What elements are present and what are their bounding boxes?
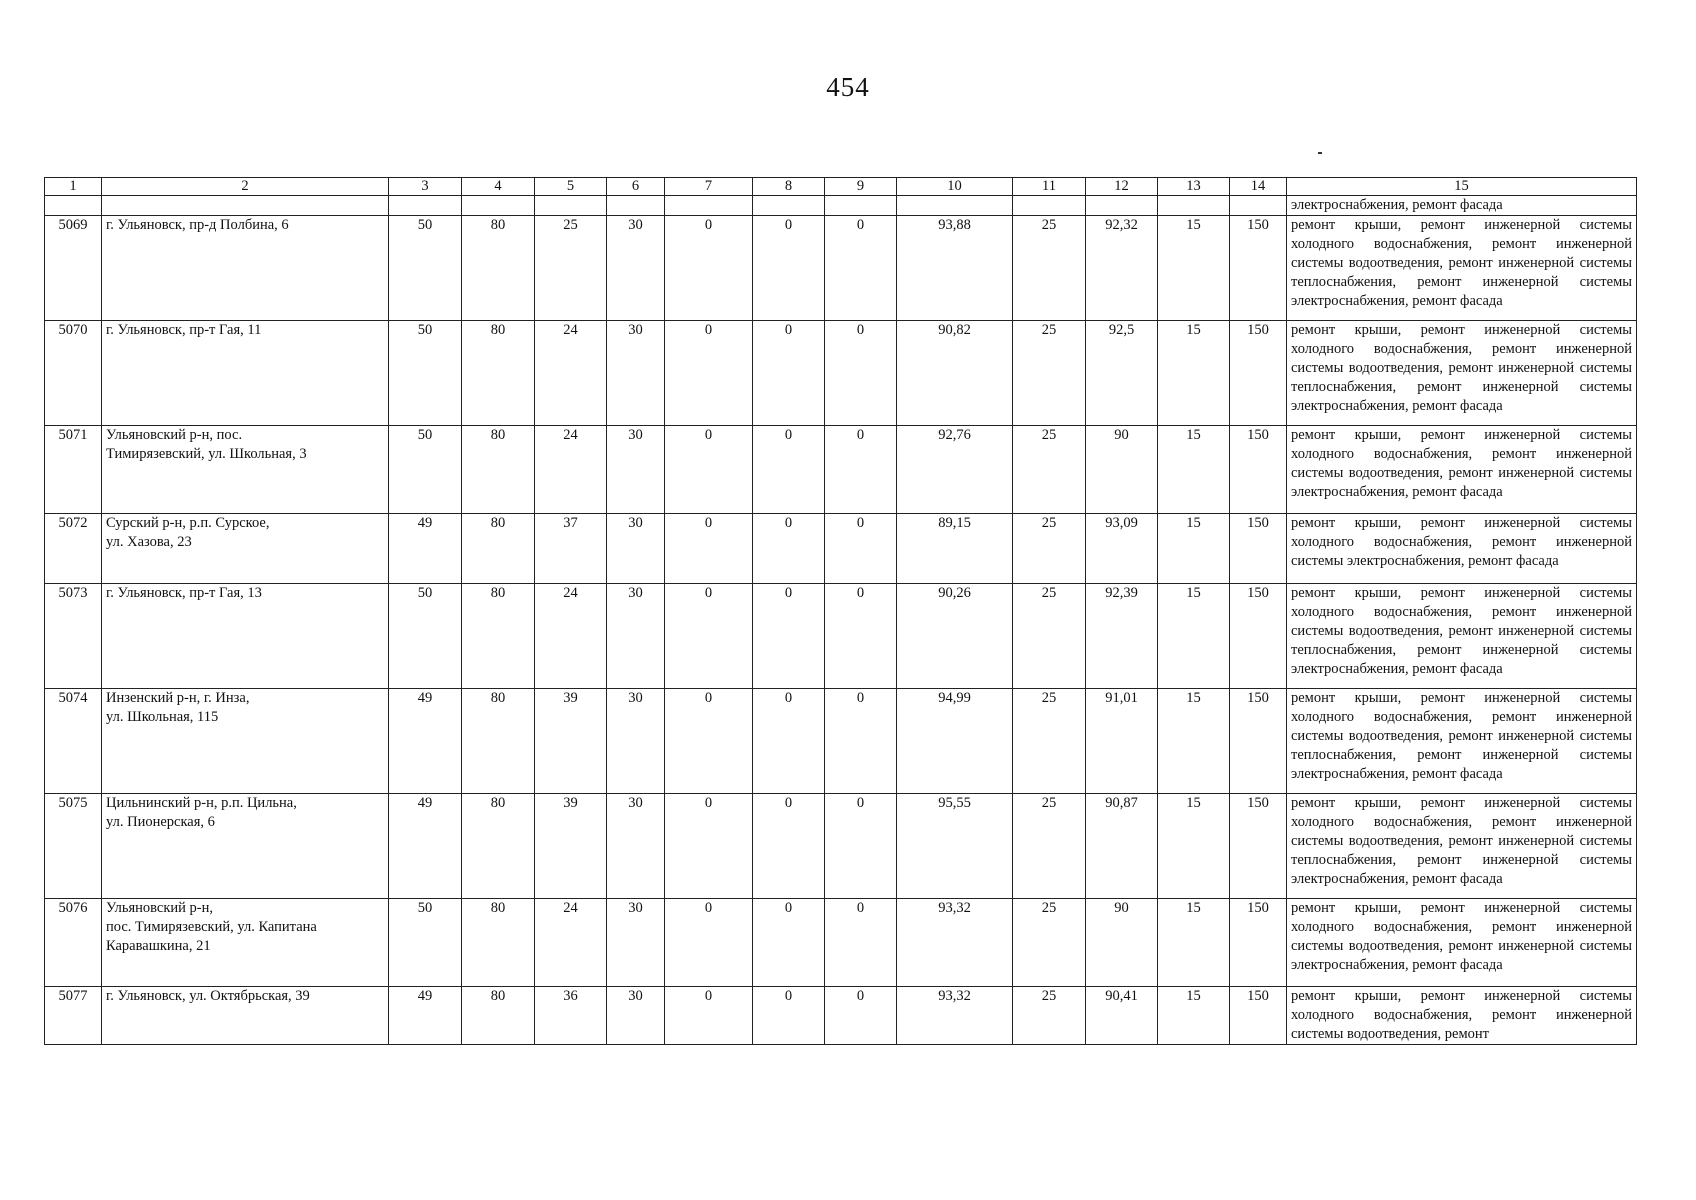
value-cell-c6: 30: [607, 794, 665, 899]
value-cell-c14: 150: [1230, 689, 1287, 794]
value-cell-c4: 80: [462, 987, 535, 1045]
value-cell-c7: 0: [665, 321, 753, 426]
value-cell-c10: 95,55: [897, 794, 1013, 899]
column-header-8: 8: [753, 178, 825, 196]
value-cell-c6: 30: [607, 987, 665, 1045]
value-cell-c9: 0: [825, 216, 897, 321]
works-cell: ремонт крыши, ремонт инженерной системы холодного водоснабжения, ремонт инженерной системы водоотведения, ремонт инженерной системы теплоснабжения, ремонт инженерной системы электроснабжения, ремонт фасада: [1287, 584, 1637, 689]
value-cell-c3: 50: [389, 321, 462, 426]
table-cell: [897, 196, 1013, 216]
value-cell-c11: 25: [1013, 426, 1086, 514]
value-cell-c11: 25: [1013, 514, 1086, 584]
value-cell-c5: 24: [535, 899, 607, 987]
column-header-4: 4: [462, 178, 535, 196]
table-row: [45, 584, 1637, 689]
column-header-10: 10: [897, 178, 1013, 196]
value-cell-c4: 80: [462, 514, 535, 584]
value-cell-c10: 90,26: [897, 584, 1013, 689]
value-cell-c4: 80: [462, 794, 535, 899]
value-cell-c11: 25: [1013, 584, 1086, 689]
column-header-2: 2: [102, 178, 389, 196]
value-cell-c11: 25: [1013, 689, 1086, 794]
row-id-cell: 5076: [45, 899, 102, 987]
value-cell-c13: 15: [1158, 794, 1230, 899]
value-cell-c11: 25: [1013, 987, 1086, 1045]
value-cell-c6: 30: [607, 321, 665, 426]
row-id-cell: 5077: [45, 987, 102, 1045]
value-cell-c12: 90: [1086, 899, 1158, 987]
value-cell-c6: 30: [607, 689, 665, 794]
continuation-works-cell: электроснабжения, ремонт фасада: [1287, 196, 1637, 216]
address-cell: Сурский р-н, р.п. Сурское, ул. Хазова, 23: [102, 514, 389, 584]
address-cell: Ульяновский р-н, пос. Тимирязевский, ул. Капитана Каравашкина, 21: [102, 899, 389, 987]
row-id-cell: 5069: [45, 216, 102, 321]
row-id-cell: 5075: [45, 794, 102, 899]
column-header-1: 1: [45, 178, 102, 196]
value-cell-c12: 93,09: [1086, 514, 1158, 584]
value-cell-c14: 150: [1230, 216, 1287, 321]
table-cell: [1086, 196, 1158, 216]
table-row: [45, 794, 1637, 899]
continuation-row: [45, 196, 1637, 216]
value-cell-c13: 15: [1158, 514, 1230, 584]
value-cell-c14: 150: [1230, 514, 1287, 584]
value-cell-c10: 92,76: [897, 426, 1013, 514]
table-row: [45, 514, 1637, 584]
value-cell-c3: 49: [389, 689, 462, 794]
value-cell-c8: 0: [753, 584, 825, 689]
value-cell-c14: 150: [1230, 321, 1287, 426]
value-cell-c10: 93,32: [897, 987, 1013, 1045]
table-row: [45, 689, 1637, 794]
value-cell-c6: 30: [607, 514, 665, 584]
value-cell-c11: 25: [1013, 321, 1086, 426]
value-cell-c6: 30: [607, 584, 665, 689]
value-cell-c7: 0: [665, 987, 753, 1045]
value-cell-c11: 25: [1013, 216, 1086, 321]
value-cell-c9: 0: [825, 689, 897, 794]
value-cell-c13: 15: [1158, 584, 1230, 689]
row-id-cell: 5071: [45, 426, 102, 514]
value-cell-c10: 94,99: [897, 689, 1013, 794]
table-cell: [825, 196, 897, 216]
table-cell: [102, 196, 389, 216]
works-cell: ремонт крыши, ремонт инженерной системы холодного водоснабжения, ремонт инженерной системы электроснабжения, ремонт фасада: [1287, 514, 1637, 584]
value-cell-c3: 50: [389, 899, 462, 987]
value-cell-c13: 15: [1158, 689, 1230, 794]
column-header-12: 12: [1086, 178, 1158, 196]
address-cell: г. Ульяновск, ул. Октябрьская, 39: [102, 987, 389, 1045]
works-cell: ремонт крыши, ремонт инженерной системы холодного водоснабжения, ремонт инженерной системы водоотведения, ремонт инженерной системы теплоснабжения, ремонт инженерной системы электроснабжения, ремонт фасада: [1287, 689, 1637, 794]
column-header-14: 14: [1230, 178, 1287, 196]
value-cell-c13: 15: [1158, 321, 1230, 426]
value-cell-c14: 150: [1230, 584, 1287, 689]
row-id-cell: 5073: [45, 584, 102, 689]
table-row: [45, 321, 1637, 426]
value-cell-c9: 0: [825, 321, 897, 426]
value-cell-c13: 15: [1158, 216, 1230, 321]
value-cell-c4: 80: [462, 584, 535, 689]
page-number: 454: [826, 72, 870, 102]
value-cell-c9: 0: [825, 426, 897, 514]
value-cell-c10: 90,82: [897, 321, 1013, 426]
column-header-13: 13: [1158, 178, 1230, 196]
value-cell-c8: 0: [753, 689, 825, 794]
value-cell-c8: 0: [753, 899, 825, 987]
value-cell-c7: 0: [665, 426, 753, 514]
value-cell-c8: 0: [753, 987, 825, 1045]
works-cell: ремонт крыши, ремонт инженерной системы холодного водоснабжения, ремонт инженерной системы водоотведения, ремонт инженерной системы электроснабжения, ремонт фасада: [1287, 426, 1637, 514]
value-cell-c12: 92,39: [1086, 584, 1158, 689]
repair-table: [44, 177, 1637, 1045]
value-cell-c4: 80: [462, 216, 535, 321]
row-id-cell: 5072: [45, 514, 102, 584]
value-cell-c4: 80: [462, 321, 535, 426]
value-cell-c14: 150: [1230, 794, 1287, 899]
value-cell-c12: 90: [1086, 426, 1158, 514]
value-cell-c8: 0: [753, 426, 825, 514]
column-header-7: 7: [665, 178, 753, 196]
address-cell: г. Ульяновск, пр-т Гая, 11: [102, 321, 389, 426]
works-cell: ремонт крыши, ремонт инженерной системы холодного водоснабжения, ремонт инженерной системы водоотведения, ремонт инженерной системы электроснабжения, ремонт фасада: [1287, 899, 1637, 987]
table-row: [45, 899, 1637, 987]
value-cell-c9: 0: [825, 514, 897, 584]
value-cell-c7: 0: [665, 216, 753, 321]
value-cell-c4: 80: [462, 426, 535, 514]
value-cell-c5: 25: [535, 216, 607, 321]
value-cell-c5: 39: [535, 689, 607, 794]
value-cell-c3: 50: [389, 216, 462, 321]
value-cell-c9: 0: [825, 899, 897, 987]
value-cell-c14: 150: [1230, 426, 1287, 514]
value-cell-c13: 15: [1158, 987, 1230, 1045]
value-cell-c11: 25: [1013, 794, 1086, 899]
value-cell-c6: 30: [607, 216, 665, 321]
value-cell-c7: 0: [665, 514, 753, 584]
table-row: [45, 987, 1637, 1045]
value-cell-c5: 39: [535, 794, 607, 899]
value-cell-c7: 0: [665, 794, 753, 899]
row-id-cell: 5070: [45, 321, 102, 426]
table-cell: [1013, 196, 1086, 216]
column-header-15: 15: [1287, 178, 1637, 196]
address-cell: г. Ульяновск, пр-д Полбина, 6: [102, 216, 389, 321]
value-cell-c5: 24: [535, 426, 607, 514]
table-cell: [45, 196, 102, 216]
value-cell-c8: 0: [753, 514, 825, 584]
address-cell: г. Ульяновск, пр-т Гая, 13: [102, 584, 389, 689]
value-cell-c8: 0: [753, 216, 825, 321]
table-row: [45, 426, 1637, 514]
row-id-cell: 5074: [45, 689, 102, 794]
works-cell: ремонт крыши, ремонт инженерной системы холодного водоснабжения, ремонт инженерной системы водоотведения, ремонт инженерной системы теплоснабжения, ремонт инженерной системы электроснабжения, ремонт фасада: [1287, 794, 1637, 899]
value-cell-c9: 0: [825, 987, 897, 1045]
value-cell-c5: 24: [535, 584, 607, 689]
table-cell: [535, 196, 607, 216]
table-cell: [1158, 196, 1230, 216]
value-cell-c5: 24: [535, 321, 607, 426]
works-cell: ремонт крыши, ремонт инженерной системы холодного водоснабжения, ремонт инженерной системы водоотведения, ремонт инженерной системы теплоснабжения, ремонт инженерной системы электроснабжения, ремонт фасада: [1287, 321, 1637, 426]
value-cell-c8: 0: [753, 794, 825, 899]
table-cell: [389, 196, 462, 216]
address-cell: Ульяновский р-н, пос. Тимирязевский, ул. Школьная, 3: [102, 426, 389, 514]
value-cell-c12: 92,5: [1086, 321, 1158, 426]
table-cell: [665, 196, 753, 216]
value-cell-c13: 15: [1158, 426, 1230, 514]
value-cell-c3: 49: [389, 514, 462, 584]
column-number-row: [45, 178, 1637, 196]
value-cell-c12: 92,32: [1086, 216, 1158, 321]
value-cell-c6: 30: [607, 899, 665, 987]
value-cell-c13: 15: [1158, 899, 1230, 987]
value-cell-c9: 0: [825, 794, 897, 899]
value-cell-c5: 37: [535, 514, 607, 584]
value-cell-c10: 89,15: [897, 514, 1013, 584]
value-cell-c4: 80: [462, 899, 535, 987]
table-row: [45, 216, 1637, 321]
table-cell: [753, 196, 825, 216]
address-cell: Цильнинский р-н, р.п. Цильна, ул. Пионерская, 6: [102, 794, 389, 899]
address-cell: Инзенский р-н, г. Инза, ул. Школьная, 115: [102, 689, 389, 794]
value-cell-c3: 50: [389, 426, 462, 514]
value-cell-c10: 93,88: [897, 216, 1013, 321]
value-cell-c8: 0: [753, 321, 825, 426]
value-cell-c12: 90,87: [1086, 794, 1158, 899]
value-cell-c11: 25: [1013, 899, 1086, 987]
value-cell-c12: 91,01: [1086, 689, 1158, 794]
value-cell-c6: 30: [607, 426, 665, 514]
works-cell: ремонт крыши, ремонт инженерной системы холодного водоснабжения, ремонт инженерной системы водоотведения, ремонт инженерной системы теплоснабжения, ремонт инженерной системы электроснабжения, ремонт фасада: [1287, 216, 1637, 321]
column-header-9: 9: [825, 178, 897, 196]
value-cell-c9: 0: [825, 584, 897, 689]
value-cell-c7: 0: [665, 689, 753, 794]
value-cell-c10: 93,32: [897, 899, 1013, 987]
value-cell-c4: 80: [462, 689, 535, 794]
table-cell: [607, 196, 665, 216]
column-header-3: 3: [389, 178, 462, 196]
table-cell: [1230, 196, 1287, 216]
value-cell-c12: 90,41: [1086, 987, 1158, 1045]
works-cell: ремонт крыши, ремонт инженерной системы холодного водоснабжения, ремонт инженерной системы водоотведения, ремонт: [1287, 987, 1637, 1045]
value-cell-c3: 49: [389, 794, 462, 899]
stray-mark: [1318, 152, 1322, 154]
column-header-6: 6: [607, 178, 665, 196]
value-cell-c7: 0: [665, 899, 753, 987]
value-cell-c14: 150: [1230, 899, 1287, 987]
value-cell-c3: 50: [389, 584, 462, 689]
table-cell: [462, 196, 535, 216]
value-cell-c3: 49: [389, 987, 462, 1045]
column-header-5: 5: [535, 178, 607, 196]
value-cell-c14: 150: [1230, 987, 1287, 1045]
value-cell-c5: 36: [535, 987, 607, 1045]
value-cell-c7: 0: [665, 584, 753, 689]
column-header-11: 11: [1013, 178, 1086, 196]
